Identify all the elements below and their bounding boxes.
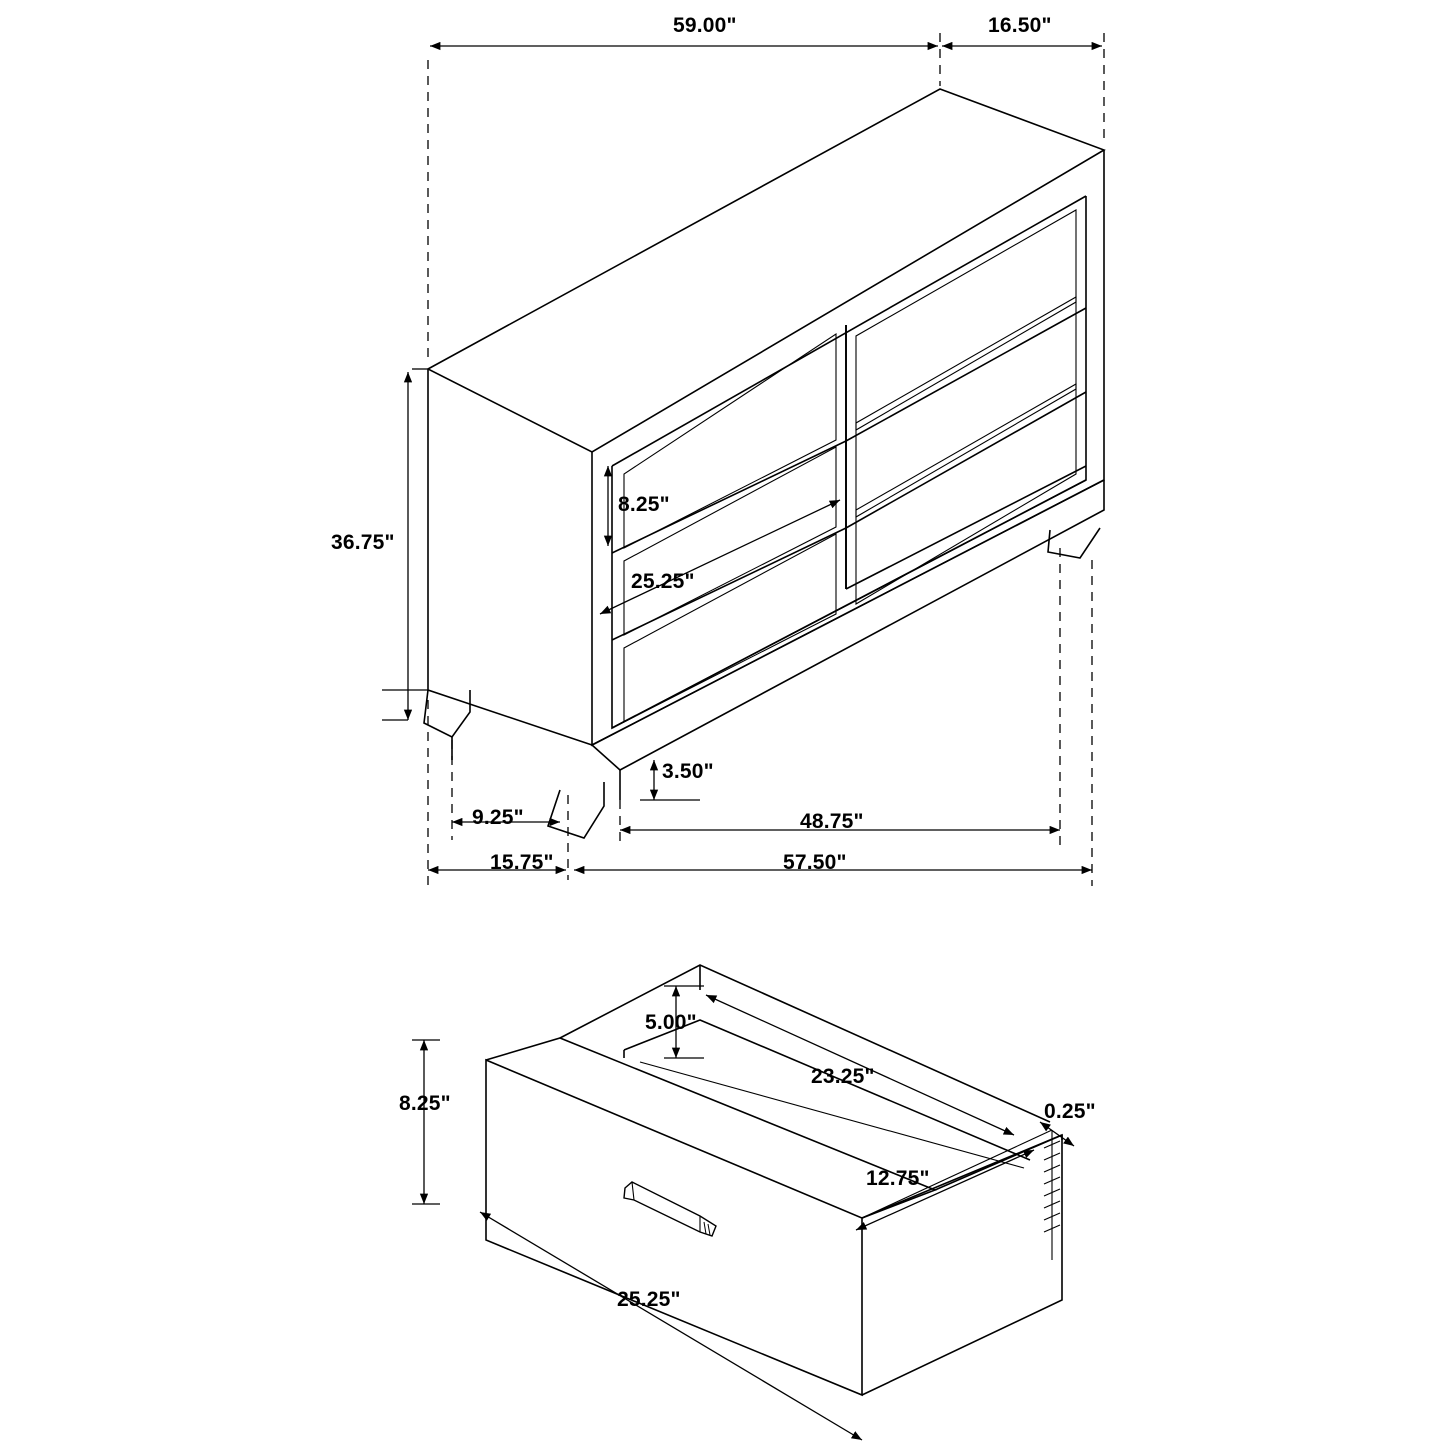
dim-overall-height: 36.75" [331,531,395,554]
dresser-body [424,89,1104,838]
dim-leg-height: 3.50" [662,760,714,783]
dim-drawer-panel-thickness: 0.25" [1044,1100,1096,1123]
dim-drawer-interior-length: 23.25" [811,1065,875,1088]
dim-drawer-box-depth: 5.00" [645,1011,697,1034]
dim-drawer-face-width: 25.25" [631,570,695,593]
dim-base-width: 57.50" [783,851,847,874]
dim-drawer-face-height: 8.25" [618,493,670,516]
dim-drawer-interior-width: 12.75" [866,1167,930,1190]
dim-drawer-front-width: 25.25" [617,1288,681,1311]
dresser-dimension-lines [382,33,1104,886]
dim-drawer-front-height: 8.25" [399,1092,451,1115]
drawer-dimension-lines [412,986,1074,1440]
dim-overall-width: 59.00" [673,14,737,37]
drawer-body [486,965,1062,1395]
dim-overall-depth: 16.50" [988,14,1052,37]
dim-base-depth: 15.75" [490,851,554,874]
dim-foot-depth-span: 9.25" [472,806,524,829]
dim-base-inner-width: 48.75" [800,810,864,833]
